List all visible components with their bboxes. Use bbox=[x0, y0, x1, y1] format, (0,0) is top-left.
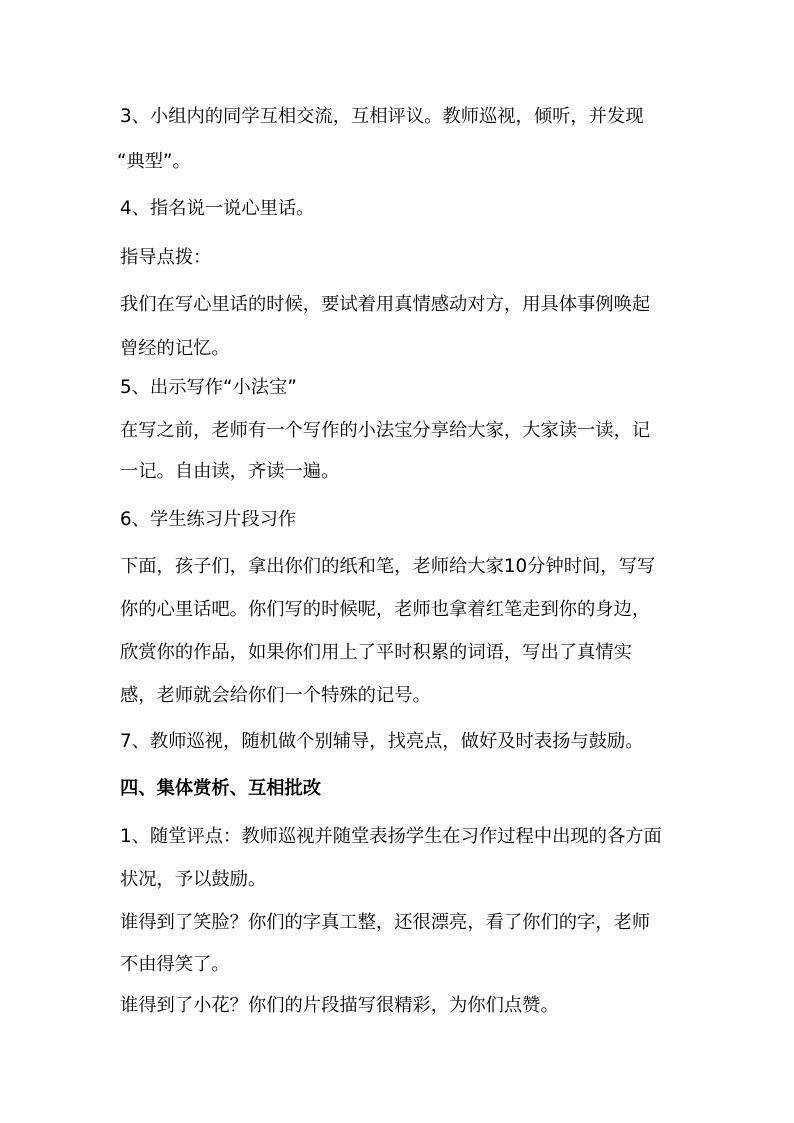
text-line: 4、指名说一说心里话。 bbox=[120, 198, 315, 219]
text-line: 6、学生练习片段习作 bbox=[120, 509, 297, 530]
text-line: 在写之前，老师有一个写作的小法宝分享给大家，大家读一读，记 bbox=[120, 420, 651, 441]
text-line: 1、随堂评点：教师巡视并随堂表扬学生在习作过程中出现的各方面 bbox=[120, 826, 662, 847]
text-line: 3、小组内的同学互相交流，互相评议。教师巡视，倾听，并发现 bbox=[120, 106, 644, 127]
text-line: 感，老师就会给你们一个特殊的记号。 bbox=[120, 685, 431, 706]
section-heading: 四、集体赏析、互相批改 bbox=[120, 778, 322, 799]
text-line: 指导点拨： bbox=[120, 247, 212, 268]
text-line: 状况，予以鼓励。 bbox=[120, 869, 267, 890]
text-line: 不由得笑了。 bbox=[120, 954, 230, 975]
text-line: 曾经的记忆。 bbox=[120, 338, 230, 359]
text-line: 一记。自由读，齐读一遍。 bbox=[120, 461, 340, 482]
text-line: 我们在写心里话的时候，要试着用真情感动对方，用具体事例唤起 bbox=[120, 294, 651, 315]
text-line: “典型”。 bbox=[117, 151, 191, 172]
text-line: 谁得到了小花？你们的片段描写很精彩，为你们点赞。 bbox=[120, 995, 559, 1016]
text-line: 你的心里话吧。你们写的时候呢，老师也拿着红笔走到你的身边， bbox=[120, 599, 651, 620]
text-line: 谁得到了笑脸？你们的字真工整，还很漂亮，看了你们的字，老师 bbox=[120, 912, 651, 933]
text-line: 下面，孩子们，拿出你们的纸和笔，老师给大家10分钟时间，写写 bbox=[120, 556, 656, 577]
text-line: 5、出示写作“小法宝” bbox=[120, 377, 297, 398]
text-line: 7、教师巡视，随机做个别辅导，找亮点，做好及时表扬与鼓励。 bbox=[120, 731, 644, 752]
text-line: 欣赏你的作品，如果你们用上了平时积累的词语，写出了真情实 bbox=[120, 642, 632, 663]
